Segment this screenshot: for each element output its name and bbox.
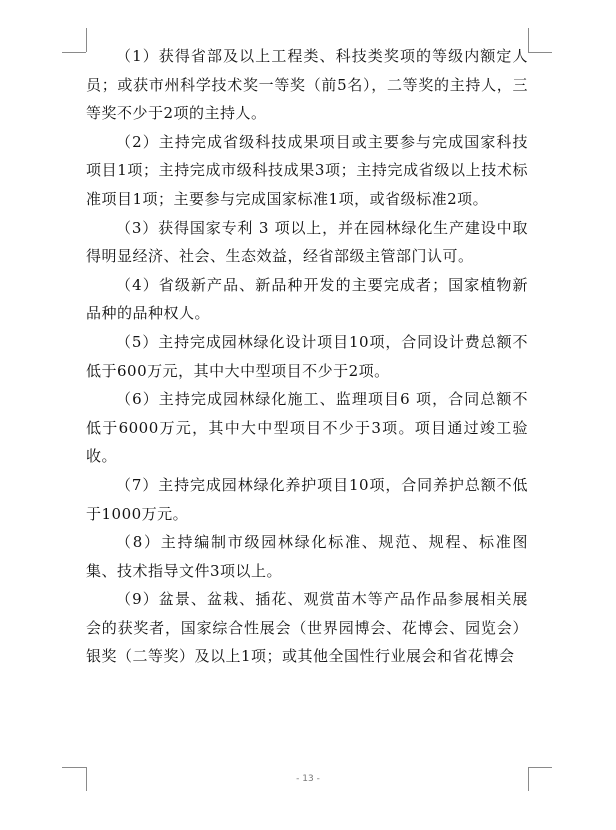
paragraph-6: （6）主持完成园林绿化施工、监理项目6 项，合同总额不低于6000万元，其中大中型项目不少于3项。项目通过竣工验收。 <box>86 390 528 466</box>
paragraph-8: （8）主持编制市级园林绿化标准、规范、规程、标准图集、技术指导文件3项以上。 <box>86 533 528 580</box>
document-body <box>86 42 528 671</box>
paragraph-7: （7）主持完成园林绿化养护项目10项，合同养护总额不低于1000万元。 <box>86 475 528 523</box>
paragraph-5: （5）主持完成园林绿化设计项目10项，合同设计费总额不低于600万元，其中大中型项目不少于2项。 <box>86 332 528 380</box>
paragraph-1: （1）获得省部及以上工程类、科技类奖项的等级内额定人员；或获市州科学技术奖一等奖（前5名），二等奖的主持人，三等奖不少于2项的主持人。 <box>86 47 528 123</box>
paragraph-3: （3）获得国家专利 3 项以上，并在园林绿化生产建设中取得明显经济、社会、生态效益，经省部级主管部门认可。 <box>86 218 528 266</box>
page-number: - 13 - <box>296 774 320 784</box>
paragraph-4: （4）省级新产品、新品种开发的主要完成者；国家植物新品种的品种权人。 <box>86 275 528 323</box>
paragraph-9: （9）盆景、盆栽、插花、观赏苗木等产品作品参展相关展会的获奖者，国家综合性展会（世界园博会、花博会、园览会）银奖（二等奖）及以上1项；或其他全国性行业展会和省花博会 <box>86 590 528 666</box>
paragraph-2: （2）主持完成省级科技成果项目或主要参与完成国家科技项目1项；主持完成市级科技成果3项；主持完成省级以上技术标准项目1项；主要参与完成国家标准1项，或省级标准2项。 <box>86 132 528 208</box>
